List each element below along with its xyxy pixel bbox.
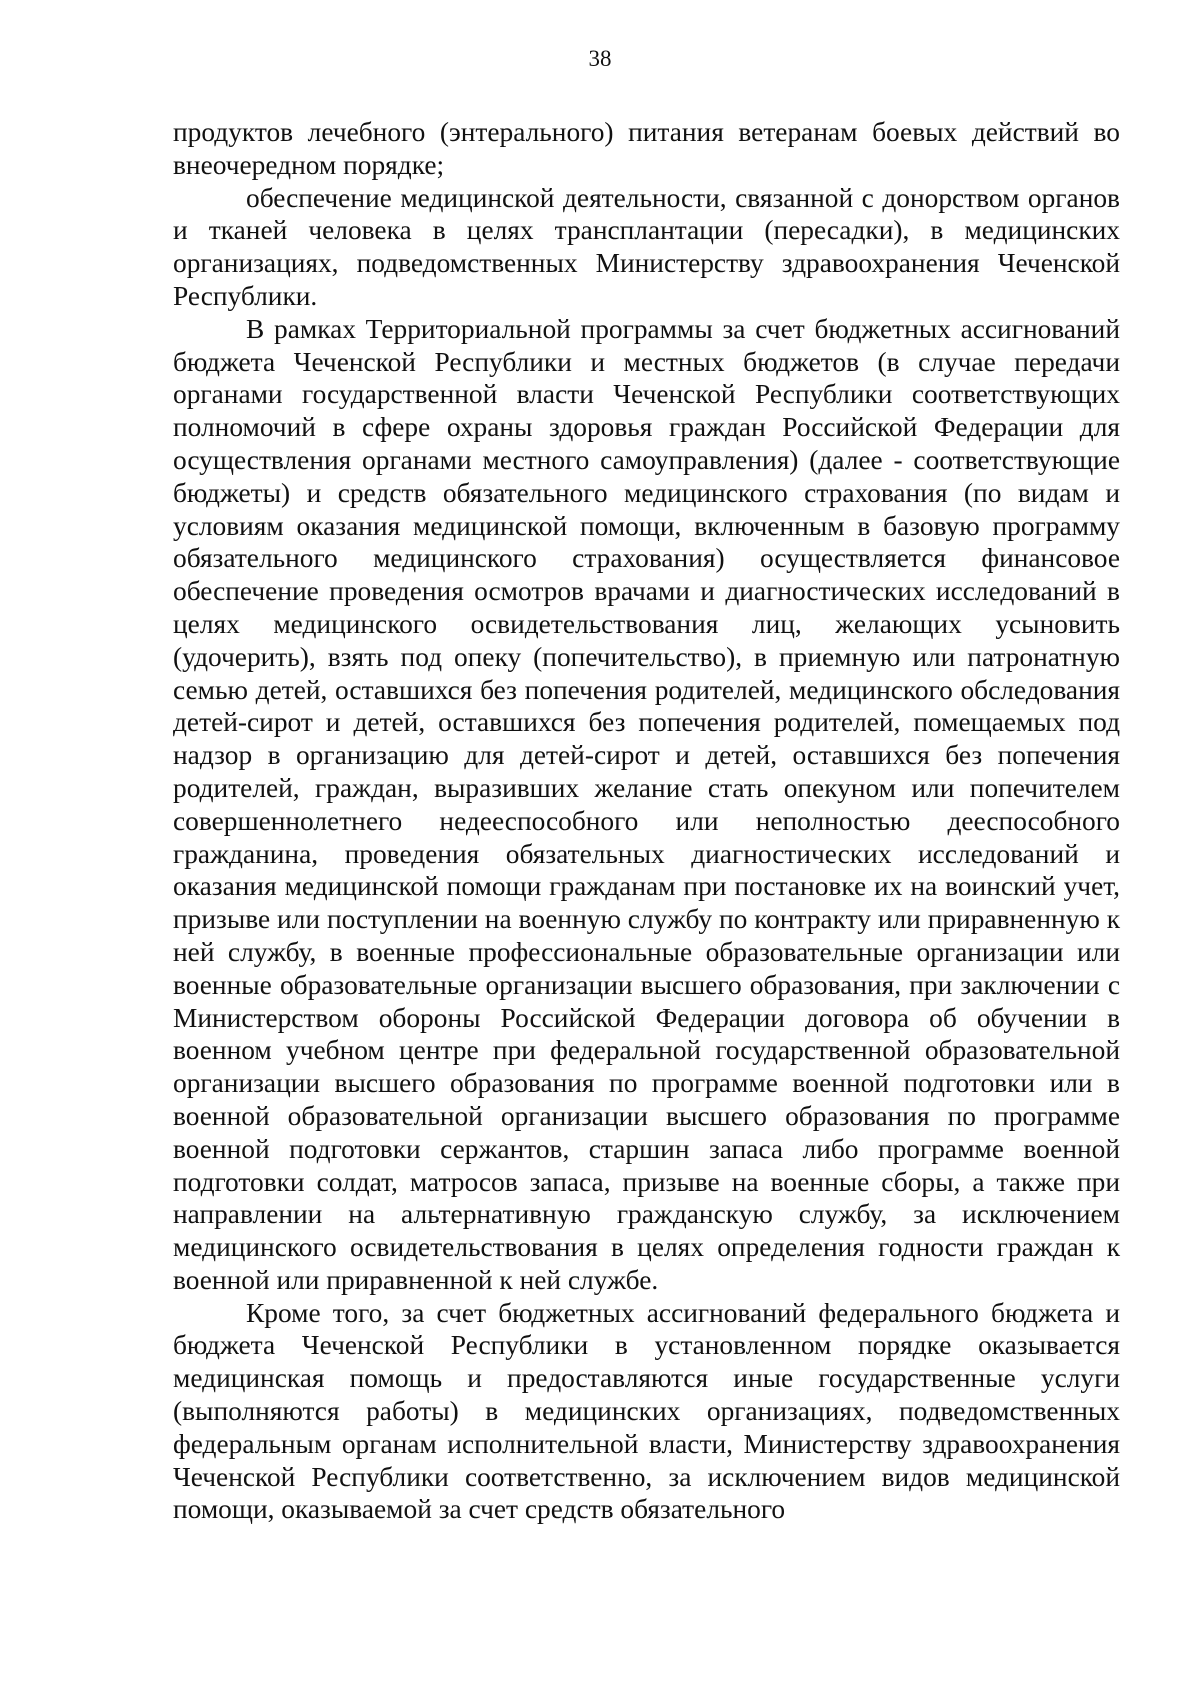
paragraph-3: В рамках Территориальной программы за счет бюджетных ассигнований бюджета Чеченской Республики и местных бюджетов (в случае передачи органами государственной власти Чеченской Республики соответствующих полномочий в сфере охраны здоровья граждан Российской Федерации для осуществления органами местного самоуправления) (далее - соответствующие бюджеты) и средств обязательного медицинского страхования (по видам и условиям оказания медицинской помощи, включенным в базовую программу обязательного медицинского страхования) осуществляется финансовое обеспечение проведения осмотров врачами и диагностических исследований в целях медицинского освидетельствования лиц, желающих усыновить (удочерить), взять под опеку (попечительство), в приемную или патронатную семью детей, оставшихся без попечения родителей, медицинского обследования детей-сирот и детей, оставшихся без попечения родителей, помещаемых под надзор в организацию для детей-сирот и детей, оставшихся без попечения родителей, граждан, выразивших желание стать опекуном или попечителем совершеннолетнего недееспособного или неполностью дееспособного гражданина, проведения обязательных диагностических исследований и оказания медицинской помощи гражданам при постановке их на воинский учет, призыве или поступлении на военную службу по контракту или приравненную к ней службу, в военные профессиональные образовательные организации или военные образовательные организации высшего образования, при заключении с Министерством обороны Российской Федерации договора об обучении в военном учебном центре при федеральной государственной образовательной организации высшего образования по программе военной подготовки или в военной образовательной организации высшего образования по программе военной подготовки сержантов, старшин запаса либо программе военной подготовки солдат, матросов запаса, призыве на военные сборы, а также при направлении на альтернативную гражданскую службу, за исключением медицинского освидетельствования в целях определения годности граждан к военной или приравненной к ней службе. [173, 313, 1120, 1295]
page-number: 38 [588, 46, 612, 71]
document-body [173, 116, 1120, 1526]
paragraph-4: Кроме того, за счет бюджетных ассигнований федерального бюджета и бюджета Чеченской Республики в установленном порядке оказывается медицинская помощь и предоставляются иные государственные услуги (выполняются работы) в медицинских организациях, подведомственных федеральным органам исполнительной власти, Министерству здравоохранения Чеченской Республики соответственно, за исключением видов медицинской помощи, оказываемой за счет средств обязательного [173, 1297, 1120, 1525]
paragraph-1: продуктов лечебного (энтерального) питания ветеранам боевых действий во внеочередном порядке; [173, 117, 1120, 180]
paragraph-2: обеспечение медицинской деятельности, связанной с донорством органов и тканей человека в целях трансплантации (пересадки), в медицинских организациях, подведомственных Министерству здравоохранения Чеченской Республики. [173, 182, 1120, 311]
